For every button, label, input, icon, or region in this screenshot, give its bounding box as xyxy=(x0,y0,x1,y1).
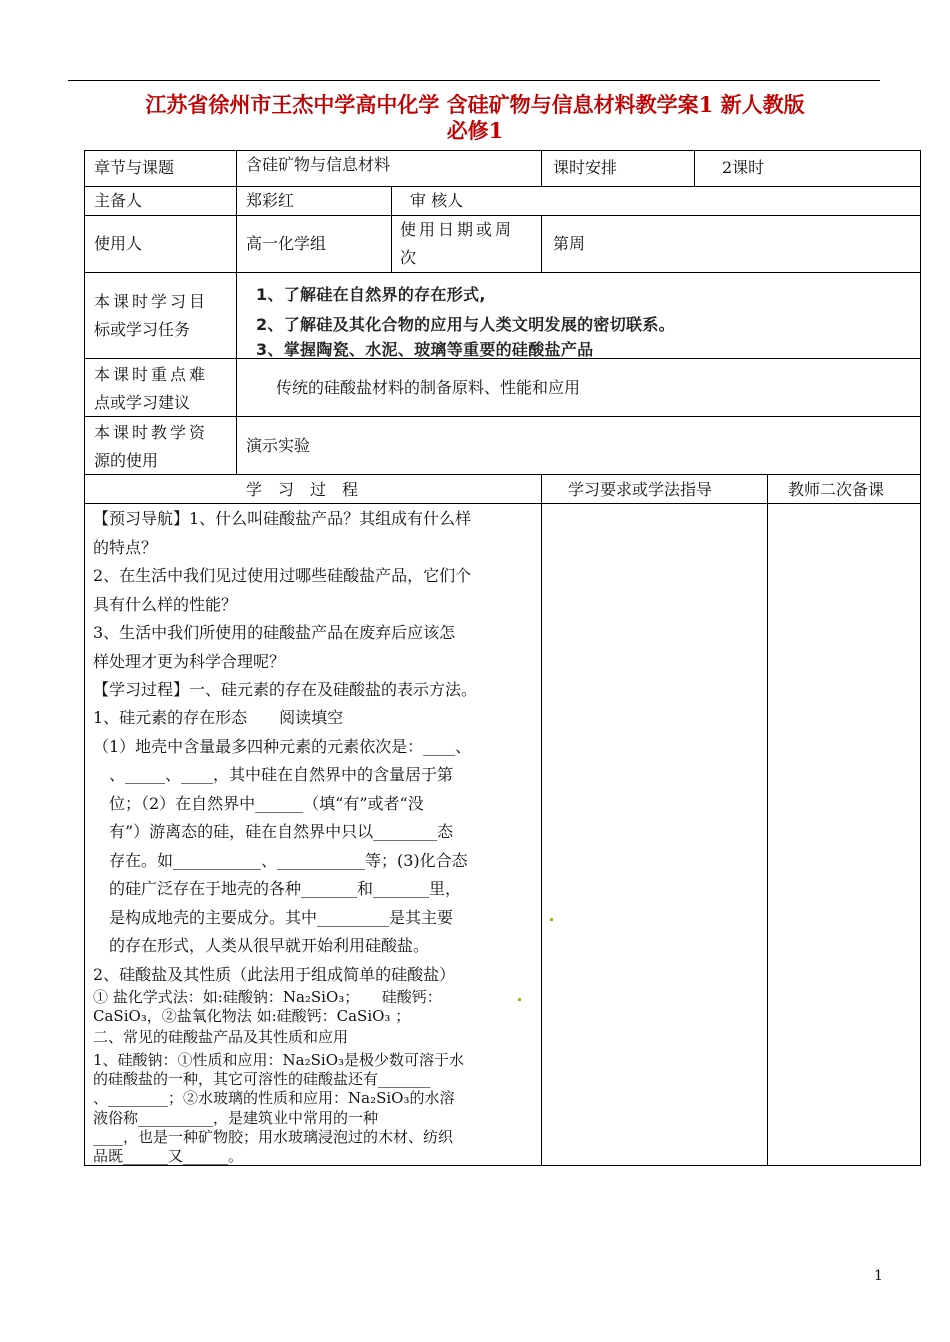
title-line-2: 必修1 xyxy=(446,118,504,143)
process-line: 存在。如___________、___________等；(3)化合态 xyxy=(93,851,468,870)
goal-2: 2、了解硅及其化合物的应用与人类文明发展的密切联系。 xyxy=(256,315,675,334)
process-small-line: 品既______又______。 xyxy=(93,1147,244,1165)
date-label-2: 次 xyxy=(400,248,417,267)
process-small-line: 二、常见的硅酸盐产品及其性质和应用 xyxy=(93,1028,349,1046)
user-value: 高一化学组 xyxy=(246,234,327,253)
focus-label-2: 点或学习建议 xyxy=(94,393,191,412)
header-rule xyxy=(68,80,880,81)
process-line: 样处理才更为科学合理呢？ xyxy=(93,652,286,671)
process-line: 【预习导航】1、什么叫硅酸盐产品？其组成有什么样 xyxy=(93,509,472,528)
resource-value: 演示实验 xyxy=(246,436,311,455)
guidance-col-header: 学习要求或学法指导 xyxy=(568,480,713,499)
document-title xyxy=(60,92,890,144)
goal-1: 1、了解硅在自然界的存在形式, xyxy=(256,285,486,304)
process-line: 有”）游离态的硅，硅在自然界中只以________态 xyxy=(93,822,454,841)
process-line: （1）地壳中含量最多四种元素的元素依次是：____、 xyxy=(93,737,472,756)
process-small-line: 1、硅酸钠：①性质和应用：Na₂SiO₃是极少数可溶于水 xyxy=(93,1051,465,1069)
preparer-value: 郑彩红 xyxy=(246,191,295,210)
process-line: 是构成地壳的主要成分。其中_________是其主要 xyxy=(93,908,454,927)
process-line: 、_____、____，其中硅在自然界中的含量居于第 xyxy=(93,765,454,784)
process-small-line: CaSiO₃，②盐氧化物法 如:硅酸钙：CaSiO₃ ； xyxy=(93,1007,411,1025)
process-col-header: 学 习 过 程 xyxy=(246,480,359,499)
goal-3: 3、掌握陶瓷、水泥、玻璃等重要的硅酸盐产品 xyxy=(256,340,594,359)
process-line: 【学习过程】一、硅元素的存在及硅酸盐的表示方法。 xyxy=(93,680,478,699)
page-number: 1 xyxy=(874,1268,883,1284)
process-line: 2、硅酸盐及其性质（此法用于组成简单的硅酸盐） xyxy=(93,965,456,984)
process-line: 的存在形式，人类从很早就开始利用硅酸盐。 xyxy=(93,936,430,955)
process-line: 的特点？ xyxy=(93,538,158,557)
process-line: 的硅广泛存在于地壳的各种_______和_______里， xyxy=(93,879,462,898)
reviewer-label: 审 核人 xyxy=(410,191,464,210)
resource-label-1: 本课时教学资 xyxy=(94,423,209,442)
resource-label-2: 源的使用 xyxy=(94,451,159,470)
preparer-label: 主备人 xyxy=(94,191,143,210)
scan-speck xyxy=(518,998,521,1001)
date-label-1: 使用日期或周 xyxy=(400,220,515,239)
goals-label-1: 本课时学习目 xyxy=(94,292,209,311)
goals-label-2: 标或学习任务 xyxy=(94,320,191,339)
chapter-value: 含硅矿物与信息材料 xyxy=(246,155,391,174)
process-small-line: 、________；②水玻璃的性质和应用：Na₂SiO₃的水溶 xyxy=(93,1089,455,1107)
focus-value: 传统的硅酸盐材料的制备原料、性能和应用 xyxy=(276,378,581,397)
process-small-line: ____，也是一种矿物胶；用水玻璃浸泡过的木材、纺织 xyxy=(93,1128,454,1146)
process-line: 位；（2）在自然界中______（填“有”或者“没 xyxy=(93,794,424,813)
process-small-line: ① 盐化学式法：如:硅酸钠：Na₂SiO₃； 硅酸钙： xyxy=(93,988,442,1006)
schedule-label: 课时安排 xyxy=(553,158,618,177)
title-line-1: 江苏省徐州市王杰中学高中化学 含硅矿物与信息材料教学案1 新人教版 xyxy=(145,92,805,117)
process-line: 2、在生活中我们见过使用过哪些硅酸盐产品，它们个 xyxy=(93,566,472,585)
user-label: 使用人 xyxy=(94,234,143,253)
scan-speck xyxy=(550,918,553,921)
process-line: 1、硅元素的存在形态 阅读填空 xyxy=(93,708,344,727)
date-value: 第周 xyxy=(553,234,586,253)
teacher-col-header: 教师二次备课 xyxy=(788,480,885,499)
schedule-value: 2课时 xyxy=(722,158,765,177)
focus-label-1: 本课时重点难 xyxy=(94,365,209,384)
process-small-line: 液俗称__________，是建筑业中常用的一种 xyxy=(93,1109,379,1127)
chapter-label: 章节与课题 xyxy=(94,158,175,177)
process-line: 3、生活中我们所使用的硅酸盐产品在废弃后应该怎 xyxy=(93,623,456,642)
process-line: 具有什么样的性能？ xyxy=(93,595,238,614)
process-small-line: 的硅酸盐的一种，其它可溶性的硅酸盐还有_______ xyxy=(93,1070,431,1088)
